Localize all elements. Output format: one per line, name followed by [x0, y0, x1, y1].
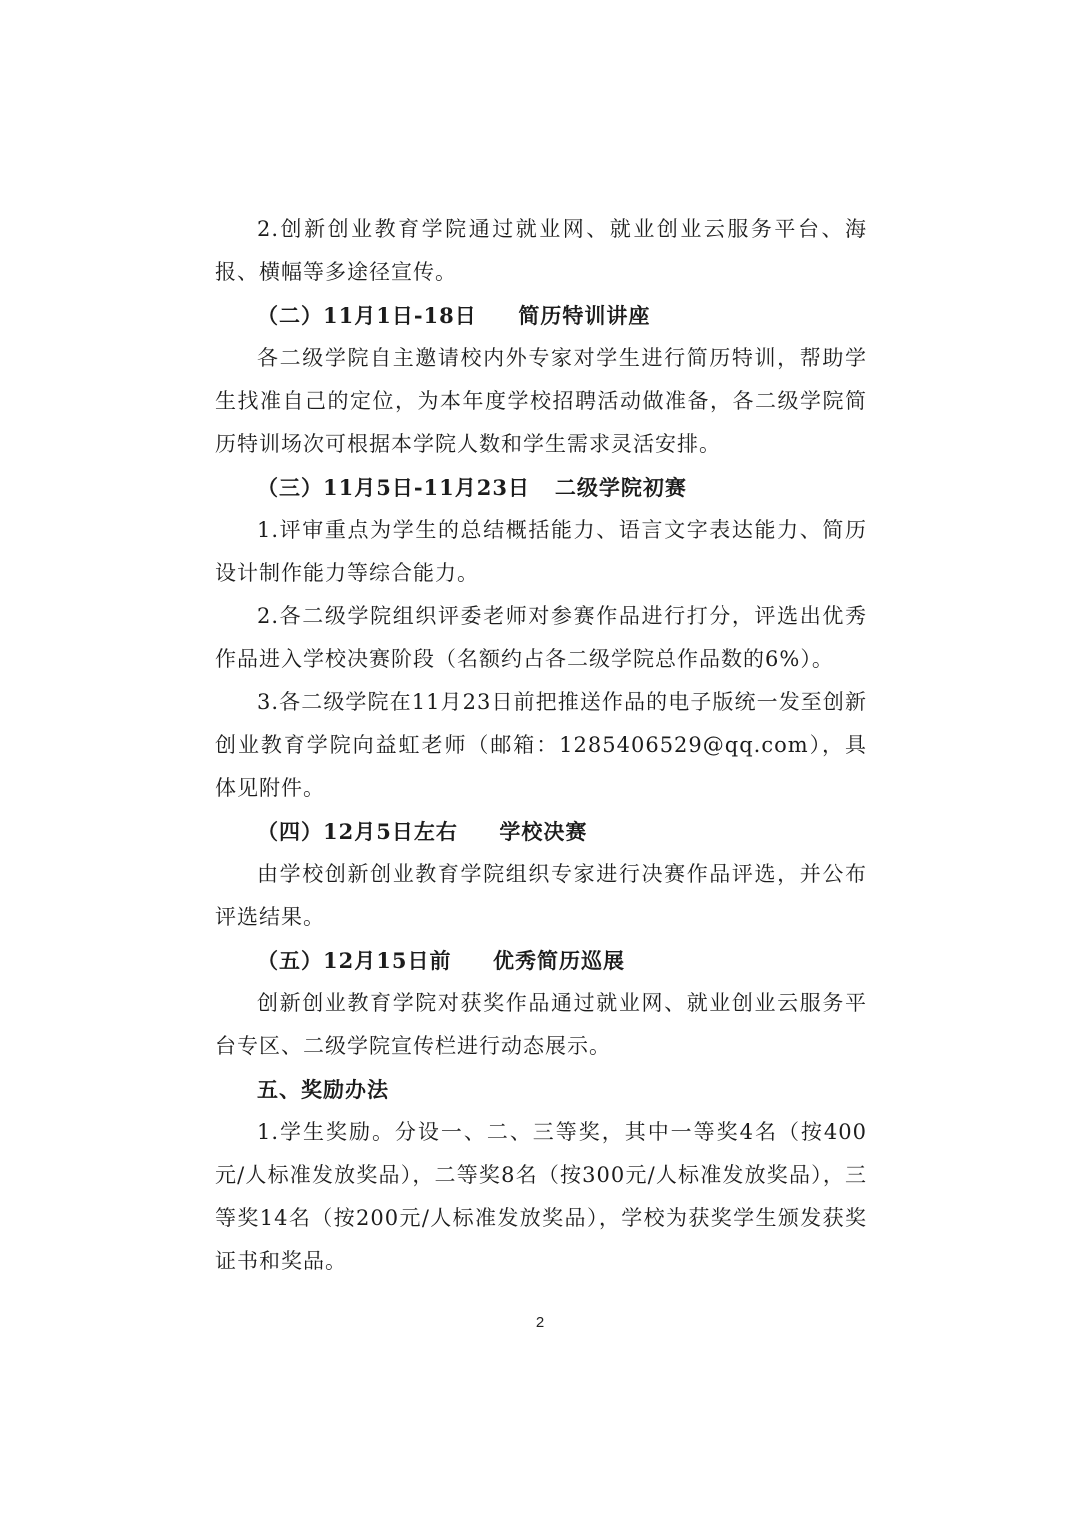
paragraph-review-focus: 1.评审重点为学生的总结概括能力、语言文字表达能力、简历设计制作能力等综合能力。	[215, 518, 867, 585]
paragraph-exhibition: 创新创业教育学院对获奖作品通过就业网、就业创业云服务平台专区、二级学院宣传栏进行动态展示。	[215, 991, 867, 1058]
heading-preliminary-round: （三）11月5日-11月23日 二级学院初赛	[257, 475, 687, 500]
page-number: 2	[535, 1314, 545, 1331]
paragraph-resume-training: 各二级学院自主邀请校内外专家对学生进行简历特训，帮助学生找准自己的定位，为本年度学校招聘活动做准备，各二级学院简历特训场次可根据本学院人数和学生需求灵活安排。	[215, 346, 867, 456]
heading-rewards: 五、奖励办法	[257, 1077, 389, 1102]
paragraph-student-rewards: 1.学生奖励。分设一、二、三等奖，其中一等奖4名（按400元/人标准发放奖品），二等奖8名（按300元/人标准发放奖品），三等奖14名（按200元/人标准发放奖品），学校为获奖学生颁发获奖证书和奖品。	[215, 1120, 867, 1273]
paragraph-final-round: 由学校创新创业教育学院组织专家进行决赛作品评选，并公布评选结果。	[215, 862, 867, 929]
paragraph-submission: 3.各二级学院在11月23日前把推送作品的电子版统一发至创新创业教育学院向益虹老师（邮箱：1285406529@qq.com），具体见附件。	[215, 690, 867, 800]
heading-resume-training: （二）11月1日-18日 简历特训讲座	[257, 303, 651, 328]
paragraph-publicity: 2.创新创业教育学院通过就业网、就业创业云服务平台、海报、横幅等多途径宣传。	[215, 217, 867, 284]
heading-final-round: （四）12月5日左右 学校决赛	[257, 819, 588, 844]
paragraph-scoring: 2.各二级学院组织评委老师对参赛作品进行打分，评选出优秀作品进入学校决赛阶段（名额约占各二级学院总作品数的6%）。	[215, 604, 867, 671]
heading-exhibition: （五）12月15日前 优秀简历巡展	[257, 948, 626, 973]
document-body	[215, 208, 867, 1283]
